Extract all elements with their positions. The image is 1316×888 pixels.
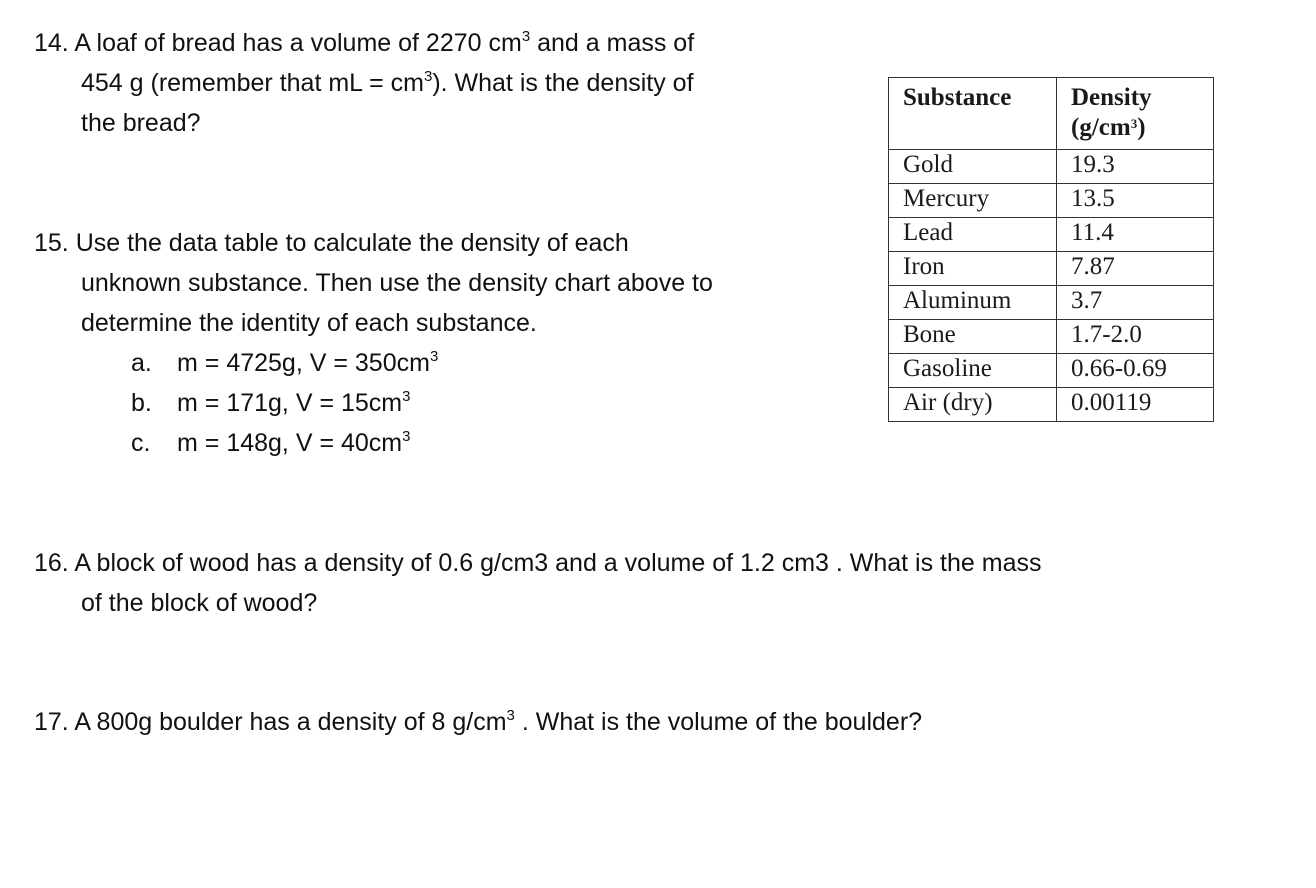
q17-text: 17. A 800g boulder has a density of 8 g/cm bbox=[34, 708, 507, 736]
q14-text: 14. A loaf of bread has a volume of 2270 cm bbox=[34, 29, 522, 57]
q14-line-1 bbox=[34, 28, 694, 58]
q17-line-1 bbox=[34, 707, 922, 737]
substance-cell: Air (dry) bbox=[889, 388, 1057, 422]
q15-item-c bbox=[131, 428, 410, 458]
substance-cell: Gold bbox=[889, 150, 1057, 184]
item-text: m = 148g, V = 40cm bbox=[177, 429, 403, 457]
table-row bbox=[889, 150, 1214, 184]
density-cell: 1.7-2.0 bbox=[1057, 320, 1214, 354]
unit-text: ) bbox=[1137, 114, 1146, 141]
substance-cell: Bone bbox=[889, 320, 1057, 354]
substance-cell: Mercury bbox=[889, 184, 1057, 218]
unit-text: (g/cm bbox=[1071, 114, 1131, 141]
q16-line-1: 16. A block of wood has a density of 0.6 g/cm3 and a volume of 1.2 cm3 . What is the mass bbox=[34, 549, 1042, 577]
table-row bbox=[889, 354, 1214, 388]
header-density-unit bbox=[1071, 113, 1213, 143]
superscript: 3 bbox=[429, 347, 439, 365]
density-cell: 0.66-0.69 bbox=[1057, 354, 1214, 388]
substance-cell: Aluminum bbox=[889, 286, 1057, 320]
item-text: m = 4725g, V = 350cm bbox=[177, 349, 430, 377]
q14-text: and a mass of bbox=[530, 29, 695, 57]
density-cell: 0.00119 bbox=[1057, 388, 1214, 422]
superscript: 3 bbox=[1130, 115, 1138, 131]
table-header-row bbox=[889, 78, 1214, 150]
q14-text: ). What is the density of bbox=[432, 69, 694, 97]
q14-text: 454 g (remember that mL = cm bbox=[81, 69, 424, 97]
density-cell: 3.7 bbox=[1057, 286, 1214, 320]
q15-line-2: unknown substance. Then use the density chart above to bbox=[81, 269, 713, 297]
substance-cell: Iron bbox=[889, 252, 1057, 286]
q16-line-2: of the block of wood? bbox=[81, 589, 318, 617]
q14-line-3: the bread? bbox=[81, 109, 201, 137]
table-row bbox=[889, 320, 1214, 354]
superscript: 3 bbox=[402, 387, 411, 405]
table-row bbox=[889, 184, 1214, 218]
superscript: 3 bbox=[506, 706, 515, 724]
q15-line-1: 15. Use the data table to calculate the density of each bbox=[34, 229, 629, 257]
density-cell: 11.4 bbox=[1057, 218, 1214, 252]
table-row bbox=[889, 388, 1214, 422]
table-row bbox=[889, 218, 1214, 252]
header-density-label: Density bbox=[1071, 84, 1152, 111]
density-table bbox=[888, 77, 1214, 422]
substance-cell: Gasoline bbox=[889, 354, 1057, 388]
table-row bbox=[889, 252, 1214, 286]
substance-cell: Lead bbox=[889, 218, 1057, 252]
item-letter: b. bbox=[131, 389, 152, 417]
q15-item-b bbox=[131, 388, 410, 418]
header-substance: Substance bbox=[889, 78, 1057, 150]
density-cell: 13.5 bbox=[1057, 184, 1214, 218]
density-cell: 19.3 bbox=[1057, 150, 1214, 184]
superscript: 3 bbox=[402, 427, 411, 445]
header-density bbox=[1057, 78, 1214, 150]
q14-line-2 bbox=[81, 68, 694, 98]
q15-item-a bbox=[131, 348, 438, 378]
item-letter: c. bbox=[131, 429, 151, 457]
q15-line-3: determine the identity of each substance. bbox=[81, 309, 537, 337]
item-letter: a. bbox=[131, 349, 152, 377]
superscript: 3 bbox=[423, 67, 433, 85]
table-row bbox=[889, 286, 1214, 320]
q17-text: . What is the volume of the boulder? bbox=[514, 708, 923, 736]
density-cell: 7.87 bbox=[1057, 252, 1214, 286]
superscript: 3 bbox=[521, 27, 531, 45]
item-text: m = 171g, V = 15cm bbox=[177, 389, 403, 417]
